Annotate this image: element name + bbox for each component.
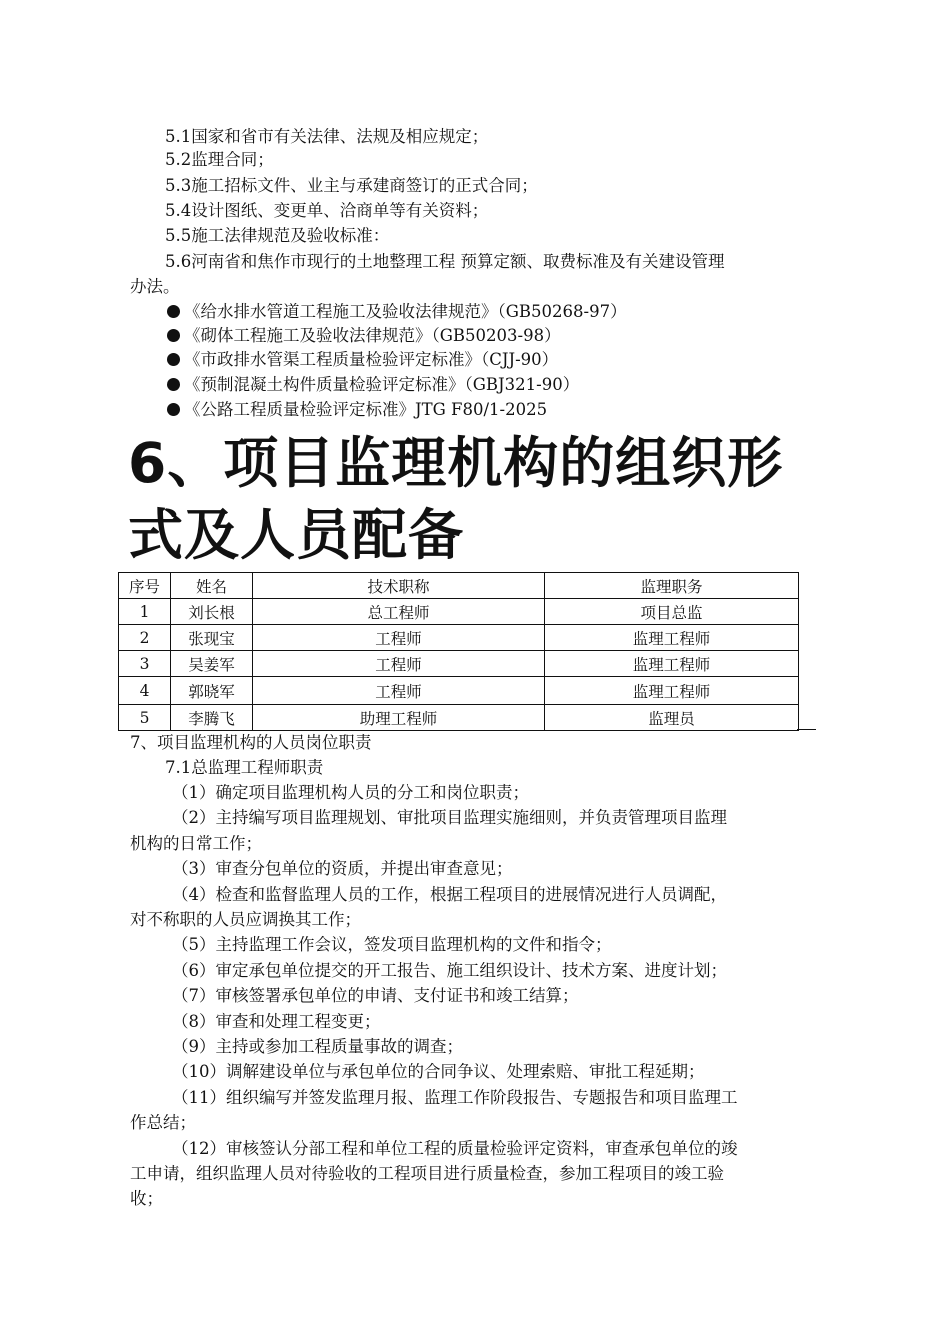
duty-item: （7）审核签署承包单位的申请、支付证书和竣工结算；	[172, 986, 579, 1005]
duty-line-continuation: 收；	[130, 1189, 163, 1208]
table-row	[119, 625, 799, 651]
table-header-row	[119, 573, 799, 599]
duty-line-continuation: 作总结；	[130, 1113, 196, 1132]
table-row	[119, 651, 799, 677]
duty-item: （4）检查和监督监理人员的工作，根据工程项目的进展情况进行人员调配，	[172, 885, 727, 904]
cell-name: 郭晓军	[171, 677, 253, 705]
duty-item: （3）审查分包单位的资质，并提出审查意见；	[172, 859, 513, 878]
duty-line-continuation: 工申请，组织监理人员对待验收的工程项目进行质量检查，参加工程项目的竣工验	[130, 1164, 724, 1183]
cell-title: 总工程师	[253, 599, 545, 625]
header-cell: 监理职务	[545, 573, 799, 599]
standard-item: 《预制混凝土构件质量检验评定标准》（GBJ321-90）	[167, 372, 579, 398]
cell-title: 助理工程师	[253, 705, 545, 731]
standard-item: 《公路工程质量检验评定标准》JTG F80/1-2025	[167, 397, 547, 423]
header-cell: 技术职称	[253, 573, 545, 599]
section-7-1-title: 7.1总监理工程师职责	[165, 758, 324, 777]
basis-item-2: 5.2监理合同；	[165, 150, 274, 169]
duty-item: （5）主持监理工作会议，签发项目监理机构的文件和指令；	[172, 935, 612, 954]
standard-item: 《砌体工程施工及验收法律规范》（GB50203-98）	[167, 323, 561, 349]
table-row	[119, 599, 799, 625]
duty-item: （9）主持或参加工程质量事故的调查；	[172, 1037, 463, 1056]
cell-title: 工程师	[253, 677, 545, 705]
header-cell: 姓名	[171, 573, 253, 599]
cell-role: 监理工程师	[545, 677, 799, 705]
bullet-icon	[167, 329, 180, 342]
duty-line-continuation: 对不称职的人员应调换其工作；	[130, 910, 361, 929]
duty-item: （10）调解建设单位与承包单位的合同争议、处理索赔、审批工程延期；	[172, 1062, 705, 1081]
basis-item-6: 5.6河南省和焦作市现行的土地整理工程 预算定额、取费标准及有关建设管理	[165, 252, 725, 271]
staff-table	[118, 572, 799, 731]
duty-line-continuation: 机构的日常工作；	[130, 834, 262, 853]
bullet-icon	[167, 305, 180, 318]
cell-index: 4	[119, 677, 171, 705]
table-row	[119, 677, 799, 705]
cell-title: 工程师	[253, 651, 545, 677]
cell-name: 张现宝	[171, 625, 253, 651]
duty-item: （1）确定项目监理机构人员的分工和岗位职责；	[172, 783, 529, 802]
table-row	[119, 705, 799, 731]
duty-item: （8）审查和处理工程变更；	[172, 1012, 381, 1031]
cell-role: 监理工程师	[545, 651, 799, 677]
cell-name: 刘长根	[171, 599, 253, 625]
bullet-icon	[167, 403, 180, 416]
cell-role: 监理工程师	[545, 625, 799, 651]
cell-name: 吴姜军	[171, 651, 253, 677]
header-cell: 序号	[119, 573, 171, 599]
duty-item: （11）组织编写并签发监理月报、监理工作阶段报告、专题报告和项目监理工	[172, 1088, 738, 1107]
duty-item: （6）审定承包单位提交的开工报告、施工组织设计、技术方案、进度计划；	[172, 961, 727, 980]
section-6-title-line2: 式及人员配备	[128, 503, 465, 567]
cell-index: 3	[119, 651, 171, 677]
section-7-title: 7、项目监理机构的人员岗位职责	[130, 733, 372, 752]
cell-role: 项目总监	[545, 599, 799, 625]
section-6-title-line1: 6、项目监理机构的组织形	[128, 431, 784, 495]
cell-index: 1	[119, 599, 171, 625]
table-border-stub	[797, 729, 816, 730]
basis-item-6-cont: 办法。	[130, 277, 180, 296]
basis-item-1: 5.1国家和省市有关法律、法规及相应规定；	[165, 127, 489, 146]
standard-item: 《市政排水管渠工程质量检验评定标准》（CJJ-90）	[167, 347, 558, 373]
basis-item-5: 5.5施工法律规范及验收标准：	[165, 226, 390, 245]
cell-role: 监理员	[545, 705, 799, 731]
duty-item: （12）审核签认分部工程和单位工程的质量检验评定资料，审查承包单位的竣	[172, 1139, 738, 1158]
cell-index: 2	[119, 625, 171, 651]
basis-item-4: 5.4设计图纸、变更单、洽商单等有关资料；	[165, 201, 489, 220]
cell-name: 李腾飞	[171, 705, 253, 731]
bullet-icon	[167, 378, 180, 391]
bullet-icon	[167, 353, 180, 366]
cell-title: 工程师	[253, 625, 545, 651]
cell-index: 5	[119, 705, 171, 731]
basis-item-3: 5.3施工招标文件、业主与承建商签订的正式合同；	[165, 176, 538, 195]
duty-item: （2）主持编写项目监理规划、审批项目监理实施细则，并负责管理项目监理	[172, 808, 727, 827]
standard-item: 《给水排水管道工程施工及验收法律规范》（GB50268-97）	[167, 299, 627, 325]
